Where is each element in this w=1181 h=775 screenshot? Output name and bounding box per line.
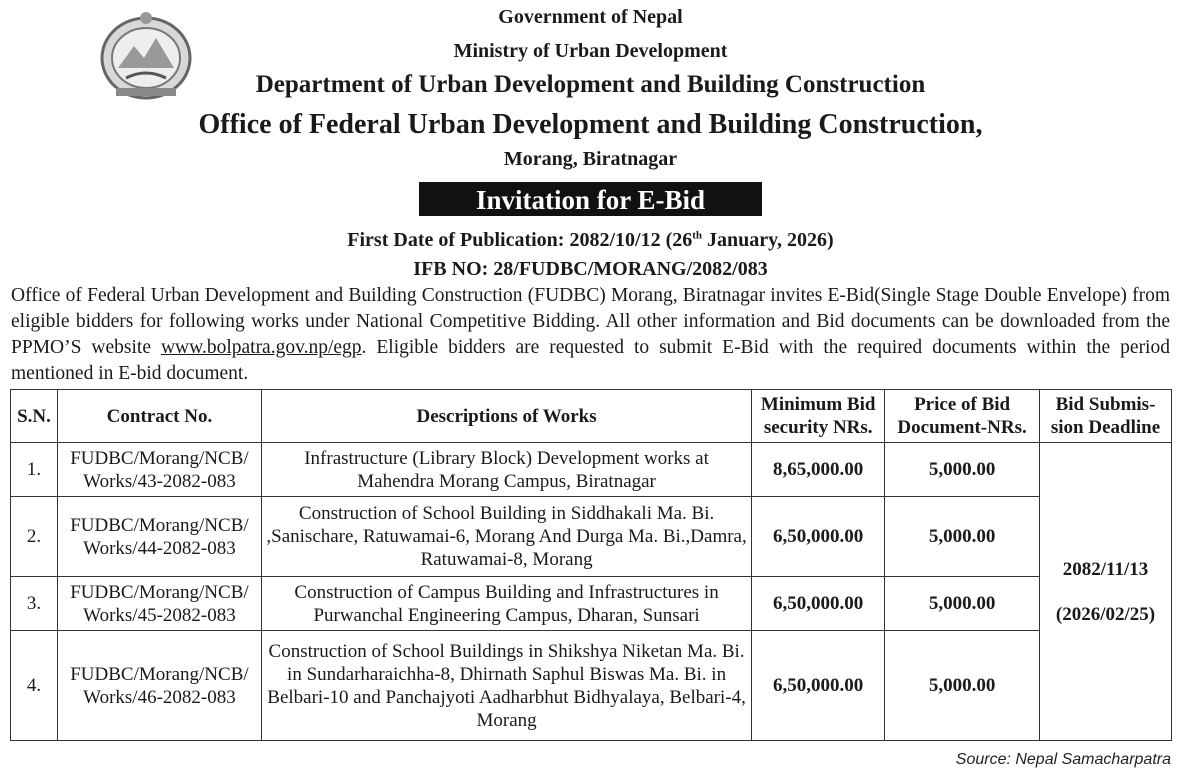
ministry-heading: Ministry of Urban Development bbox=[453, 40, 728, 62]
body-text-end: . Eligible bidders are requested to submit E-Bid with the required documents within the period mentioned in E-bid document. bbox=[11, 337, 1170, 384]
deadline-ad: (2026/02/25) bbox=[1055, 603, 1156, 625]
publication-date-prefix: First Date of Publication: 2082/10/12 (26 bbox=[347, 229, 693, 251]
security-cell: 6,50,000.00 bbox=[752, 631, 885, 741]
office-heading: Office of Federal Urban Development and Building Construction, bbox=[198, 109, 983, 140]
price-cell: 5,000.00 bbox=[885, 577, 1040, 631]
description-cell: Construction of School Buildings in Shikshya Niketan Ma. Bi. in Sundarharaichha-8, Dhirnath Saphul Biswas Ma. Bi. in Belbari-10 and Panchajyoti Aadharbhut Bidhyalaya, Belbari-4, Morang bbox=[261, 631, 751, 741]
works-table bbox=[10, 389, 1172, 741]
contract-cell: FUDBC/Morang/NCB/ Works/43-2082-083 bbox=[57, 443, 261, 497]
sn-cell: 1. bbox=[11, 443, 58, 497]
description-cell: Construction of Campus Building and Infrastructures in Purwanchal Engineering Campus, Dharan, Sunsari bbox=[261, 577, 751, 631]
header-description: Descriptions of Works bbox=[261, 390, 751, 443]
sn-cell: 4. bbox=[11, 631, 58, 741]
contract-cell: FUDBC/Morang/NCB/ Works/46-2082-083 bbox=[57, 631, 261, 741]
sn-cell: 2. bbox=[11, 497, 58, 577]
header-contract: Contract No. bbox=[57, 390, 261, 443]
government-heading: Government of Nepal bbox=[498, 6, 683, 28]
description-cell: Construction of School Building in Siddhakali Ma. Bi. ,Sanischare, Ratuwamai-6, Morang And Durga Ma. Bi.,Damra, Ratuwamai-8, Morang bbox=[261, 497, 751, 577]
security-cell: 6,50,000.00 bbox=[752, 497, 885, 577]
table-row bbox=[11, 577, 1172, 631]
ifb-number: IFB NO: 28/FUDBC/MORANG/2082/083 bbox=[413, 258, 768, 280]
publication-date bbox=[0, 229, 1181, 252]
table-header-row bbox=[11, 390, 1172, 443]
price-cell: 5,000.00 bbox=[885, 443, 1040, 497]
contract-cell: FUDBC/Morang/NCB/ Works/45-2082-083 bbox=[57, 577, 261, 631]
contract-cell: FUDBC/Morang/NCB/ Works/44-2082-083 bbox=[57, 497, 261, 577]
publication-date-suffix: January, 2026) bbox=[702, 229, 834, 251]
header-security: Minimum Bid security NRs. bbox=[752, 390, 885, 443]
description-cell: Infrastructure (Library Block) Development works at Mahendra Morang Campus, Biratnagar bbox=[261, 443, 751, 497]
notice-body bbox=[11, 283, 1170, 387]
deadline-cell bbox=[1040, 443, 1172, 741]
header-price: Price of Bid Document-NRs. bbox=[885, 390, 1040, 443]
table-row bbox=[11, 631, 1172, 741]
deadline-bs: 2082/11/13 bbox=[1062, 558, 1149, 580]
body-text: Office of Federal Urban Development and Building Construction (FUDBC) Morang, Biratnagar invites E-Bid(Single Stage Double Envelope) from eligible bidders for following works under National Competitive Bidding. All other information and Bid documents can be downloaded from the PPMO’S website bbox=[11, 285, 1170, 358]
sn-cell: 3. bbox=[11, 577, 58, 631]
table-row bbox=[11, 497, 1172, 577]
price-cell: 5,000.00 bbox=[885, 497, 1040, 577]
security-cell: 8,65,000.00 bbox=[752, 443, 885, 497]
location-heading: Morang, Biratnagar bbox=[503, 148, 678, 170]
table-row bbox=[11, 443, 1172, 497]
header-deadline: Bid Submis-sion Deadline bbox=[1040, 390, 1172, 443]
header-sn: S.N. bbox=[11, 390, 58, 443]
department-heading: Department of Urban Development and Building Construction bbox=[255, 71, 926, 98]
bolpatra-link[interactable]: www.bolpatra.gov.np/egp bbox=[160, 337, 362, 358]
price-cell: 5,000.00 bbox=[885, 631, 1040, 741]
publication-date-sup: th bbox=[692, 229, 703, 242]
security-cell: 6,50,000.00 bbox=[752, 577, 885, 631]
notice-title: Invitation for E-Bid bbox=[419, 182, 762, 216]
source-credit: Source: Nepal Samacharpatra bbox=[955, 751, 1171, 768]
